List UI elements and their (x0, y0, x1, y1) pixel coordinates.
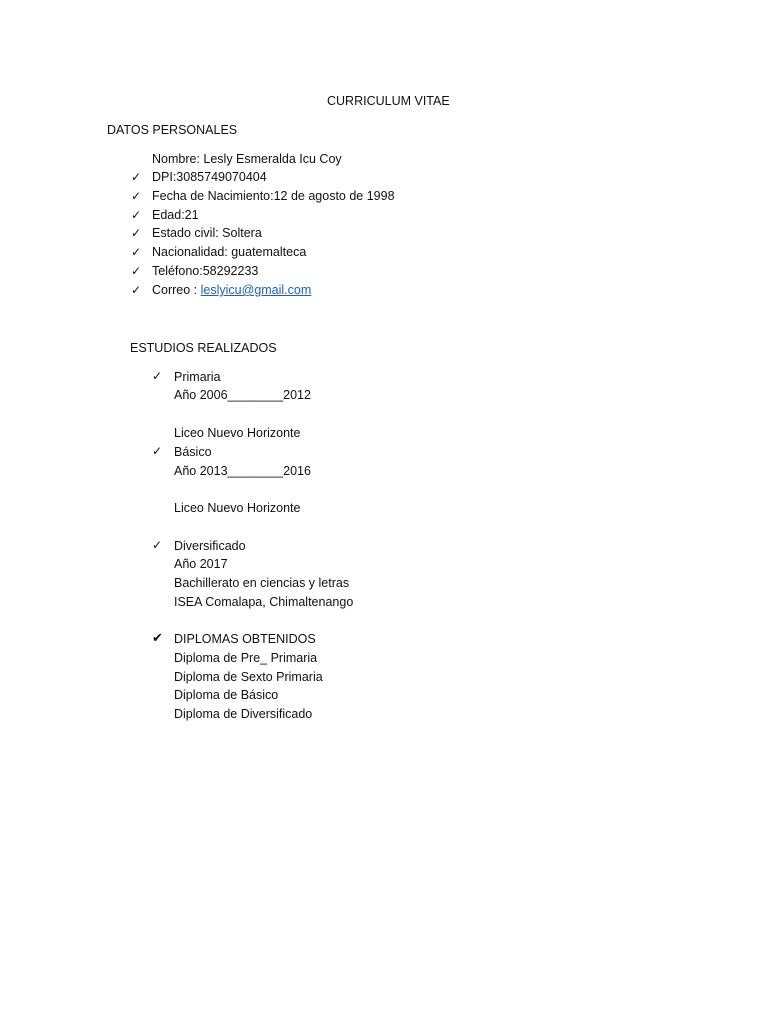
study-diversificado-degree: Bachillerato en ciencias y letras (174, 576, 350, 590)
diploma-item: Diploma de Diversificado (174, 707, 313, 721)
study-basico-title: Básico (174, 445, 212, 459)
checkmark-icon: ✓ (131, 170, 142, 184)
study-diversificado-year: Año 2017 (174, 557, 228, 571)
checkmark-icon: ✓ (131, 245, 142, 259)
diploma-item: Diploma de Sexto Primaria (174, 670, 323, 684)
study-diversificado-title: Diversificado (174, 539, 246, 553)
personal-nationality: Nacionalidad: guatemalteca (152, 245, 307, 259)
checkmark-icon: ✓ (152, 369, 163, 383)
study-primaria-title: Primaria (174, 370, 221, 384)
diplomas-heading: DIPLOMAS OBTENIDOS (174, 632, 316, 646)
checkmark-icon: ✓ (131, 208, 142, 222)
diploma-item: Diploma de Pre_ Primaria (174, 651, 318, 665)
personal-birthdate: Fecha de Nacimiento:12 de agosto de 1998 (152, 189, 395, 203)
studies-heading: ESTUDIOS REALIZADOS (130, 341, 277, 355)
document-title: CURRICULUM VITAE (327, 94, 450, 108)
personal-name: Nombre: Lesly Esmeralda Icu Coy (152, 152, 342, 166)
email-label: Correo : (152, 283, 201, 297)
checkmark-icon: ✓ (152, 538, 163, 552)
checkmark-icon: ✓ (131, 226, 142, 240)
checkmark-icon: ✓ (131, 264, 142, 278)
checkmark-icon: ✓ (131, 283, 142, 297)
personal-phone: Teléfono:58292233 (152, 264, 259, 278)
email-link[interactable]: leslyicu@gmail.com (200, 283, 312, 297)
personal-age: Edad:21 (152, 208, 199, 222)
checkmark-icon: ✔ (152, 630, 163, 645)
personal-dpi: DPI:3085749070404 (152, 170, 267, 184)
study-basico-years: Año 2013________2016 (174, 464, 311, 478)
study-basico-school: Liceo Nuevo Horizonte (174, 501, 301, 515)
personal-email (152, 282, 311, 298)
study-diversificado-school: ISEA Comalapa, Chimaltenango (174, 595, 354, 609)
personal-heading: DATOS PERSONALES (107, 123, 238, 137)
checkmark-icon: ✓ (131, 189, 142, 203)
diploma-item: Diploma de Básico (174, 688, 279, 702)
checkmark-icon: ✓ (152, 444, 163, 458)
personal-civil-status: Estado civil: Soltera (152, 226, 262, 240)
study-primaria-years: Año 2006________2012 (174, 388, 311, 402)
study-primaria-school: Liceo Nuevo Horizonte (174, 426, 301, 440)
